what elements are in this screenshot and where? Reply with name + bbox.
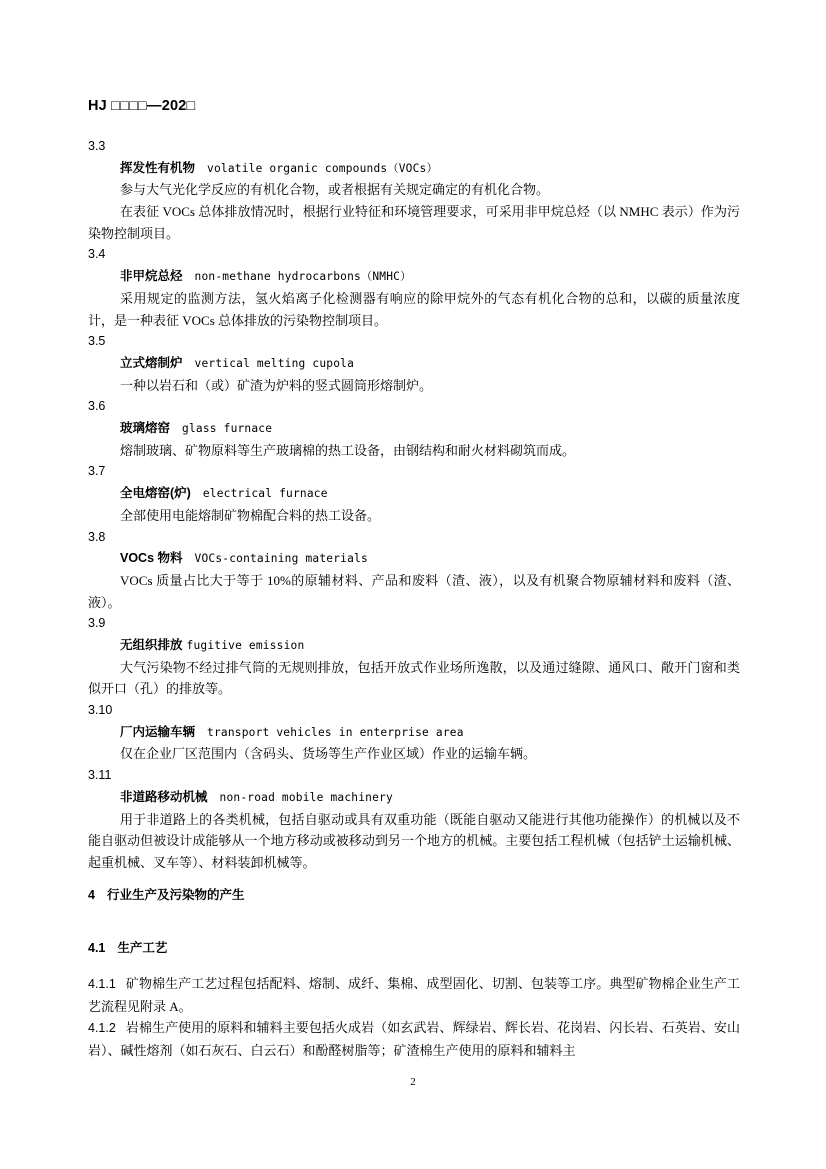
definition-term <box>88 158 740 180</box>
definition-term <box>88 787 740 809</box>
definition-number: 3.5 <box>88 334 106 349</box>
definition-paragraph: 参与大气光化学反应的有机化合物，或者根据有关规定确定的有机化合物。 <box>120 182 550 198</box>
definition-number: 3.6 <box>88 399 106 414</box>
page-number: 2 <box>410 1076 416 1088</box>
definition-term <box>88 722 740 744</box>
term-chinese: 挥发性有机物 <box>120 160 196 175</box>
definition-term <box>88 548 740 570</box>
term-chinese: 全电熔窑(炉) <box>120 486 191 501</box>
definition-3-9 <box>88 613 740 700</box>
definition-paragraph: 仅在企业厂区范围内（含码头、货场等生产作业区域）作业的运输车辆。 <box>120 746 537 762</box>
definition-number: 3.10 <box>88 703 113 718</box>
term-chinese: 非道路移动机械 <box>120 789 208 804</box>
term-english: vertical melting cupola <box>194 356 355 370</box>
definition-paragraph: 大气污染物不经过排气筒的无规则排放，包括开放式作业场所逸散，以及通过缝隙、通风口、敞开门窗和类似开口（孔）的排放等。 <box>88 659 740 697</box>
section-number: 4 <box>88 887 95 902</box>
definition-paragraph: VOCs 质量占比大于等于 10%的原辅材料、产品和废料（渣、液），以及有机聚合物原辅材料和废料（渣、液）。 <box>88 572 740 610</box>
section-title: 生产工艺 <box>117 941 168 956</box>
definition-3-6 <box>88 396 740 461</box>
term-english: volatile organic compounds（VOCs） <box>207 161 438 175</box>
definition-paragraph: 用于非道路上的各类机械，包括自驱动或具有双重功能（既能自驱动又能进行其他功能操作）的机械以及不能自驱动但被设计成能够从一个地方移动或被移动到另一个地方的机械。主要包括工程机械（包括铲土运输机械、起重机械、叉车等）、材料装卸机械等。 <box>88 811 740 870</box>
definition-3-7 <box>88 461 740 526</box>
header-prefix: HJ <box>88 98 107 114</box>
term-english: non-road mobile machinery <box>219 790 393 804</box>
term-english: transport vehicles in enterprise area <box>207 725 464 739</box>
definition-number: 3.9 <box>88 616 106 631</box>
clause-4-1-2 <box>88 1017 740 1061</box>
clause-4-1-1 <box>88 973 740 1017</box>
term-chinese: VOCs 物料 <box>120 551 183 566</box>
clause-number: 4.1.2 <box>88 1021 116 1036</box>
term-chinese: 玻璃熔窑 <box>120 421 171 436</box>
definition-term <box>88 266 740 288</box>
definition-3-5 <box>88 331 740 396</box>
clause-text: 矿物棉生产工艺过程包括配料、熔制、成纤、集棉、成型固化、切割、包装等工序。典型矿物棉企业生产工艺流程见附录 A。 <box>88 976 740 1014</box>
definition-3-10 <box>88 700 740 765</box>
definition-paragraph: 在表征 VOCs 总体排放情况时，根据行业特征和环境管理要求，可采用非甲烷总烃（以 NMHC 表示）作为污染物控制项目。 <box>88 204 740 241</box>
section-heading-4 <box>88 885 740 907</box>
definition-3-11 <box>88 765 740 873</box>
definition-paragraph: 一种以岩石和（或）矿渣为炉料的竖式圆筒形熔制炉。 <box>120 377 433 393</box>
term-english: non-methane hydrocarbons（NMHC） <box>194 270 412 284</box>
definition-number: 3.8 <box>88 529 106 544</box>
term-chinese: 非甲烷总烃 <box>120 269 183 284</box>
section-title: 行业生产及污染物的产生 <box>106 887 245 902</box>
clause-text: 岩棉生产使用的原料和辅料主要包括火成岩（如玄武岩、辉绿岩、辉长岩、花岗岩、闪长岩、石英岩、安山岩）、碱性熔剂（如石灰石、白云石）和酚醛树脂等；矿渣棉生产使用的原料和辅料主 <box>88 1020 740 1059</box>
definition-term <box>88 353 740 375</box>
definition-number: 3.7 <box>88 464 106 479</box>
definition-3-4 <box>88 244 740 331</box>
definition-3-8 <box>88 527 740 614</box>
definition-paragraph: 采用规定的监测方法，氢火焰离子化检测器有响应的除甲烷外的气态有机化合物的总和，以碳的质量浓度计，是一种表征 VOCs 总体排放的污染物控制项目。 <box>88 290 740 328</box>
definition-paragraph: 熔制玻璃、矿物原料等生产玻璃棉的热工设备，由钢结构和耐火材料砌筑而成。 <box>120 442 576 458</box>
clause-number: 4.1.1 <box>88 977 116 992</box>
section-heading-4-1 <box>88 938 740 960</box>
header-suffix: —202□ <box>147 98 196 114</box>
definition-number: 3.3 <box>88 139 106 153</box>
document-body <box>88 136 740 1062</box>
term-english: electrical furnace <box>202 487 328 501</box>
section-number: 4.1 <box>88 941 106 956</box>
definition-term <box>88 418 740 440</box>
term-chinese: 立式熔制炉 <box>120 355 183 370</box>
definition-number: 3.11 <box>88 768 112 783</box>
term-english: VOCs-containing materials <box>194 552 368 566</box>
term-english: glass furnace <box>182 422 273 436</box>
term-chinese: 厂内运输车辆 <box>120 724 196 739</box>
header-boxes: □□□□ <box>111 98 148 114</box>
definition-term <box>88 635 740 657</box>
definition-paragraph: 全部使用电能熔制矿物棉配合料的热工设备。 <box>120 507 381 523</box>
term-chinese: 无组织排放 <box>120 637 183 652</box>
definition-number: 3.4 <box>88 247 106 262</box>
term-english: fugitive emission <box>186 638 305 652</box>
definition-term <box>88 483 740 505</box>
definition-3-3 <box>88 136 740 244</box>
standard-header <box>88 98 195 114</box>
